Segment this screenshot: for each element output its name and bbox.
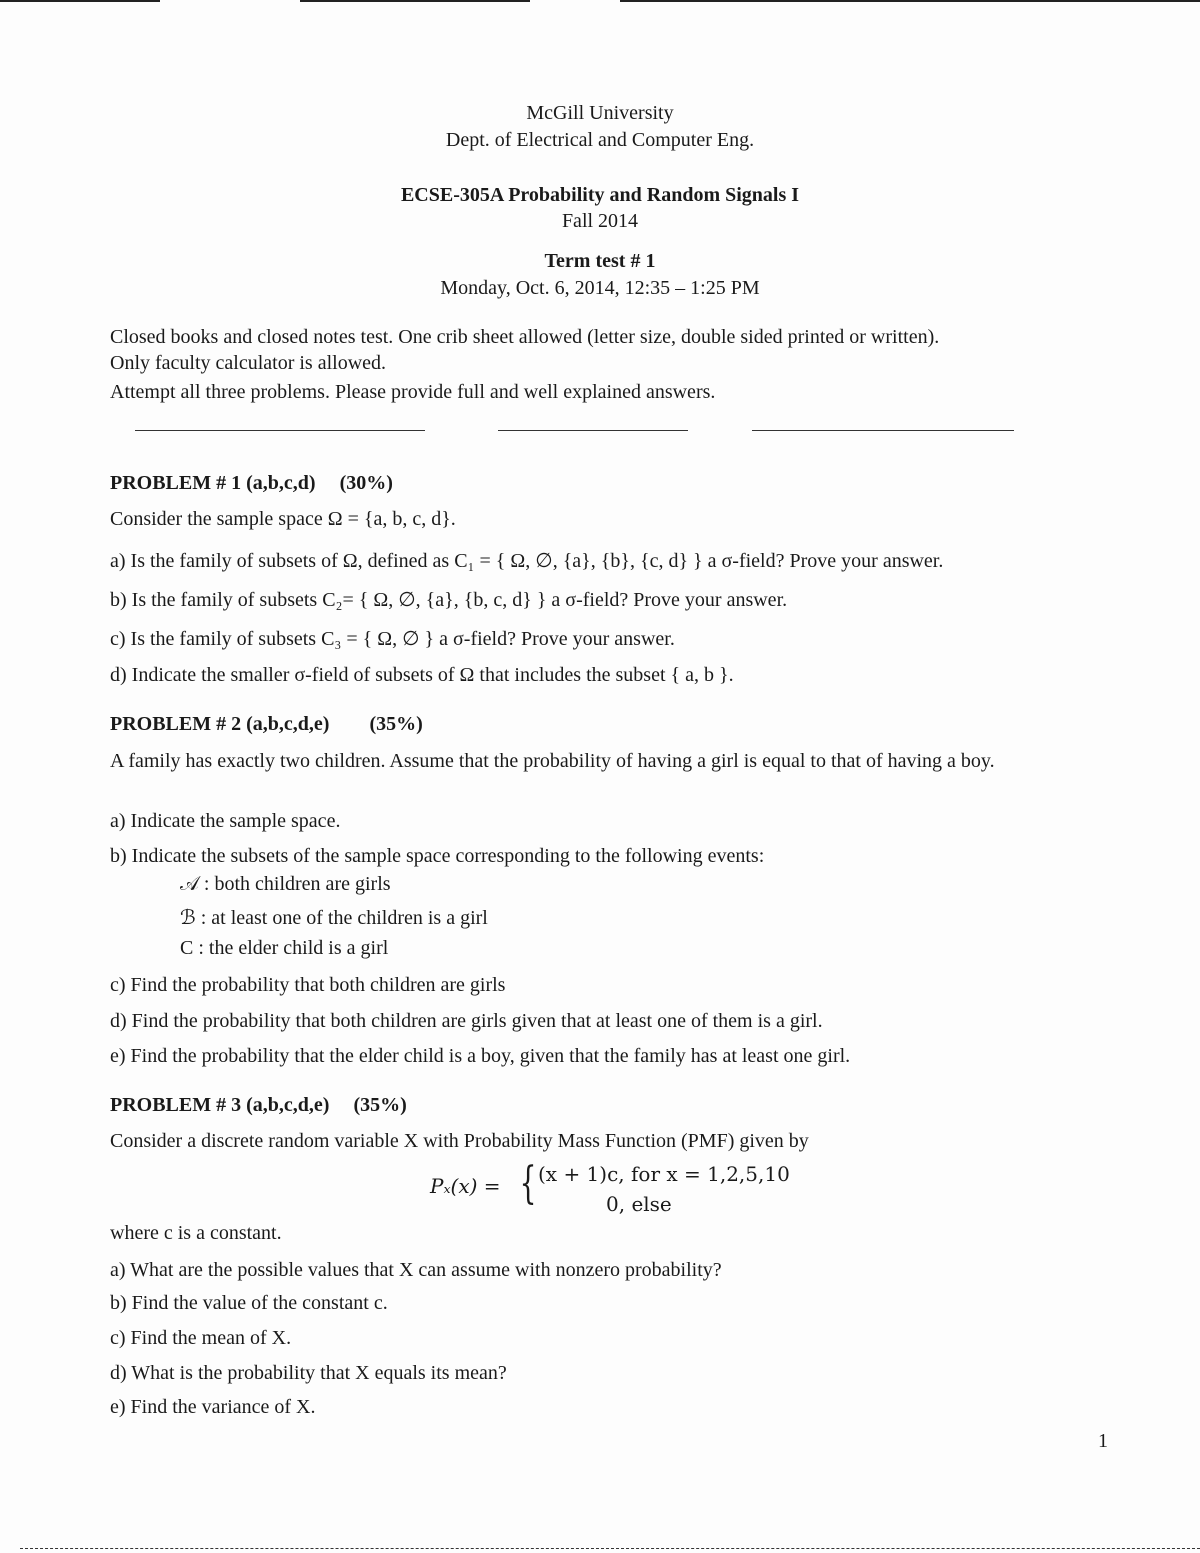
pmf-formula-case-2: 0, else <box>606 1192 672 1216</box>
problem-2-part-b: b) Indicate the subsets of the sample space corresponding to the following events: <box>110 845 765 867</box>
problem-2-part-d: d) Find the probability that both children are girls given that at least one of them is a girl. <box>110 1010 823 1032</box>
problem-1-heading <box>110 472 393 495</box>
problem-2-weight: (35%) <box>369 713 423 735</box>
problem-3-heading <box>110 1094 407 1117</box>
problem-2-part-a: a) Indicate the sample space. <box>110 810 341 832</box>
separator-rule <box>498 430 688 431</box>
page-number: 1 <box>1098 1430 1108 1452</box>
problem-1-title: PROBLEM # 1 (a,b,c,d) <box>110 472 316 494</box>
problem-1-part-c: c) Is the family of subsets C₃ = { Ω, ∅ } a σ-field? Prove your answer. <box>110 628 675 650</box>
pmf-formula-case-1: (x + 1)c, for x = 1,2,5,10 <box>538 1162 790 1186</box>
problem-3-part-e: e) Find the variance of X. <box>110 1396 316 1418</box>
problem-3-where: where c is a constant. <box>110 1222 282 1244</box>
problem-3-intro: Consider a discrete random variable X with Probability Mass Function (PMF) given by <box>110 1130 809 1152</box>
pmf-formula-brace: { <box>519 1158 537 1209</box>
problem-3-title: PROBLEM # 3 (a,b,c,d,e) <box>110 1094 330 1116</box>
problem-2-intro: A family has exactly two children. Assume that the probability of having a girl is equal to that of having a boy. <box>110 750 995 772</box>
university-name: McGill University <box>526 102 674 124</box>
problem-2-event-a: 𝒜 : both children are girls <box>180 873 391 895</box>
problem-1-part-b: b) Is the family of subsets C₂= { Ω, ∅, {a}, {b, c, d} } a σ-field? Prove your answer. <box>110 589 788 611</box>
problem-2-title: PROBLEM # 2 (a,b,c,d,e) <box>110 713 330 735</box>
problem-1-intro: Consider the sample space Ω = {a, b, c, d}. <box>110 508 456 530</box>
problem-2-heading <box>110 713 423 736</box>
test-title: Term test # 1 <box>544 250 656 272</box>
problem-1-part-d: d) Indicate the smaller σ-field of subsets of Ω that includes the subset { a, b }. <box>110 664 734 686</box>
scan-edge-line <box>0 0 160 2</box>
department-name: Dept. of Electrical and Computer Eng. <box>445 129 755 151</box>
scan-edge-line <box>20 1548 1200 1549</box>
problem-1-weight: (30%) <box>339 472 393 494</box>
problem-3-weight: (35%) <box>353 1094 407 1116</box>
instructions-line-1: Closed books and closed notes test. One crib sheet allowed (letter size, double sided printed or written). <box>110 326 940 348</box>
scan-edge-line <box>620 0 1200 2</box>
term-label: Fall 2014 <box>561 210 639 232</box>
separator-rule <box>752 430 1014 431</box>
scan-edge-line <box>300 0 530 2</box>
problem-2-event-c: C : the elder child is a girl <box>180 937 389 959</box>
separator-rule <box>135 430 425 431</box>
problem-3-part-a: a) What are the possible values that X can assume with nonzero probability? <box>110 1259 722 1281</box>
problem-1-part-a: a) Is the family of subsets of Ω, defined as C₁ = { Ω, ∅, {a}, {b}, {c, d} } a σ-field? Prove your answer. <box>110 550 944 572</box>
problem-3-part-b: b) Find the value of the constant c. <box>110 1292 388 1314</box>
problem-3-part-d: d) What is the probability that X equals its mean? <box>110 1362 507 1384</box>
problem-3-part-c: c) Find the mean of X. <box>110 1327 292 1349</box>
instructions-line-2: Only faculty calculator is allowed. <box>110 352 387 374</box>
problem-2-part-e: e) Find the probability that the elder child is a boy, given that the family has at least one girl. <box>110 1045 851 1067</box>
pmf-formula-lhs: Pₓ(x) = <box>430 1174 501 1198</box>
course-title: ECSE-305A Probability and Random Signals I <box>400 184 800 206</box>
problem-2-event-b: ℬ : at least one of the children is a girl <box>180 907 488 929</box>
instructions-line-3: Attempt all three problems. Please provide full and well explained answers. <box>110 381 716 403</box>
test-date-time: Monday, Oct. 6, 2014, 12:35 – 1:25 PM <box>440 277 760 299</box>
problem-2-part-c: c) Find the probability that both children are girls <box>110 974 506 996</box>
